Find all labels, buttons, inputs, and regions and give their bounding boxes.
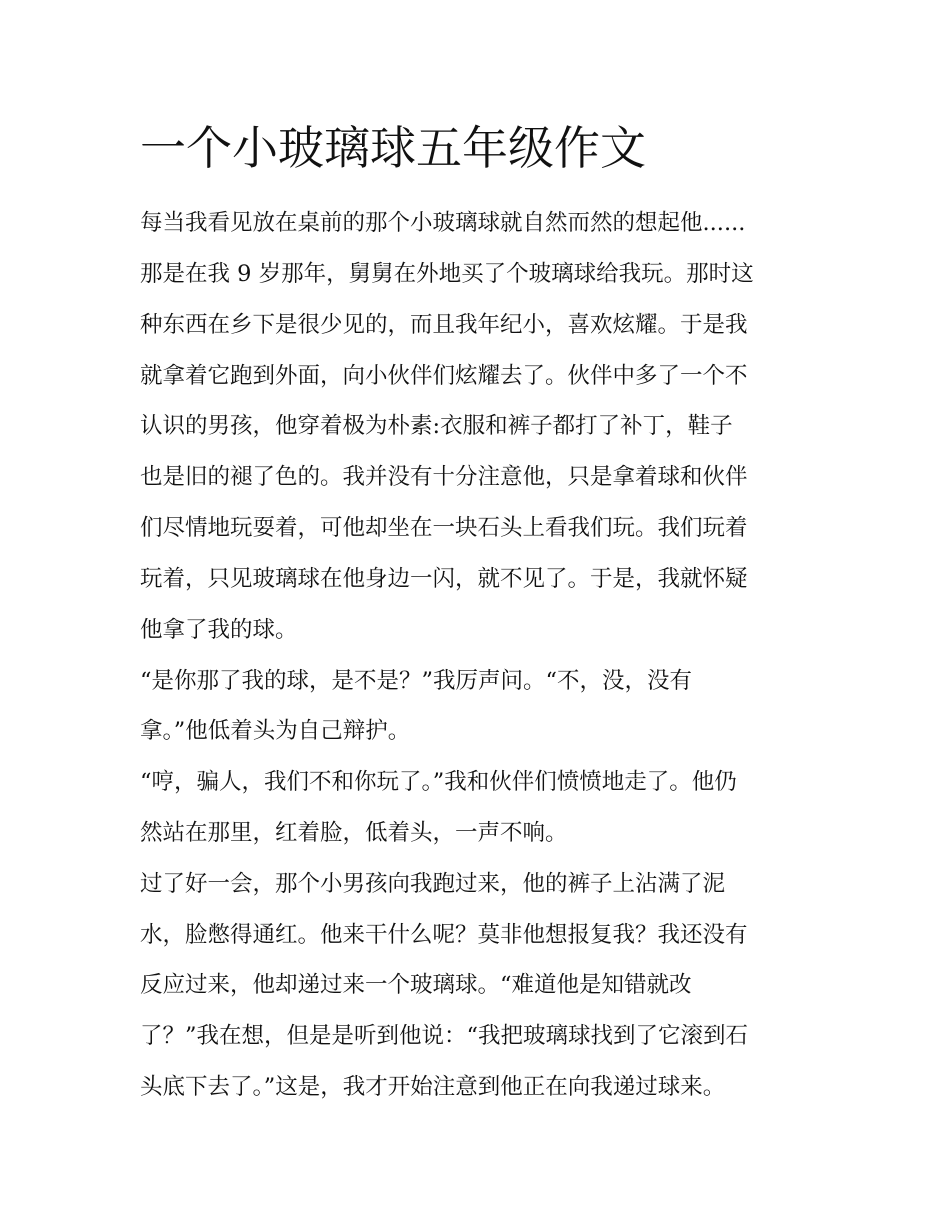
paragraph-line: 反应过来，他却递过来一个玻璃球。“难道他是知错就改 <box>140 972 692 998</box>
paragraph-line: “是你那了我的球，是不是？”我厉声问。“不，没，没有 <box>140 668 693 694</box>
paragraph-line: 然站在那里，红着脸，低着头，一声不响。 <box>140 820 568 846</box>
paragraph-line: 了？”我在想，但是是听到他说：“我把玻璃球找到了它滚到石 <box>140 1023 749 1049</box>
paragraph-line: “哼，骗人，我们不和你玩了。”我和伙伴们愤愤地走了。他仍 <box>140 769 737 795</box>
paragraph-line: 玩着，只见玻璃球在他身边一闪，就不见了。于是，我就怀疑 <box>140 566 748 592</box>
document-title: 一个小玻璃球五年级作文 <box>140 121 646 175</box>
paragraph-line: 们尽情地玩耍着，可他却坐在一块石头上看我们玩。我们玩着 <box>140 515 748 541</box>
paragraph-line: 那是在我 9 岁那年，舅舅在外地买了个玻璃球给我玩。那时这 <box>140 261 754 287</box>
paragraph-line: 认识的男孩，他穿着极为朴素:衣服和裤子都打了补丁，鞋子 <box>140 413 733 439</box>
paragraph-line: 水，脸憋得通红。他来干什么呢？莫非他想报复我？我还没有 <box>140 922 748 948</box>
paragraph-line: 每当我看见放在桌前的那个小玻璃球就自然而然的想起他...... <box>140 210 746 236</box>
paragraph-line: 种东西在乡下是很少见的，而且我年纪小，喜欢炫耀。于是我 <box>140 312 748 338</box>
paragraph-line: 他拿了我的球。 <box>140 617 298 643</box>
paragraph-line: 也是旧的褪了色的。我并没有十分注意他，只是拿着球和伙伴 <box>140 464 748 490</box>
paragraph-line: 过了好一会，那个小男孩向我跑过来，他的裤子上沾满了泥 <box>140 871 726 897</box>
paragraph-line: 就拿着它跑到外面，向小伙伴们炫耀去了。伙伴中多了一个不 <box>140 363 748 389</box>
paragraph-line: 拿。”他低着头为自己辩护。 <box>140 718 411 744</box>
paragraph-line: 头底下去了。”这是，我才开始注意到他正在向我递过球来。 <box>140 1074 726 1100</box>
